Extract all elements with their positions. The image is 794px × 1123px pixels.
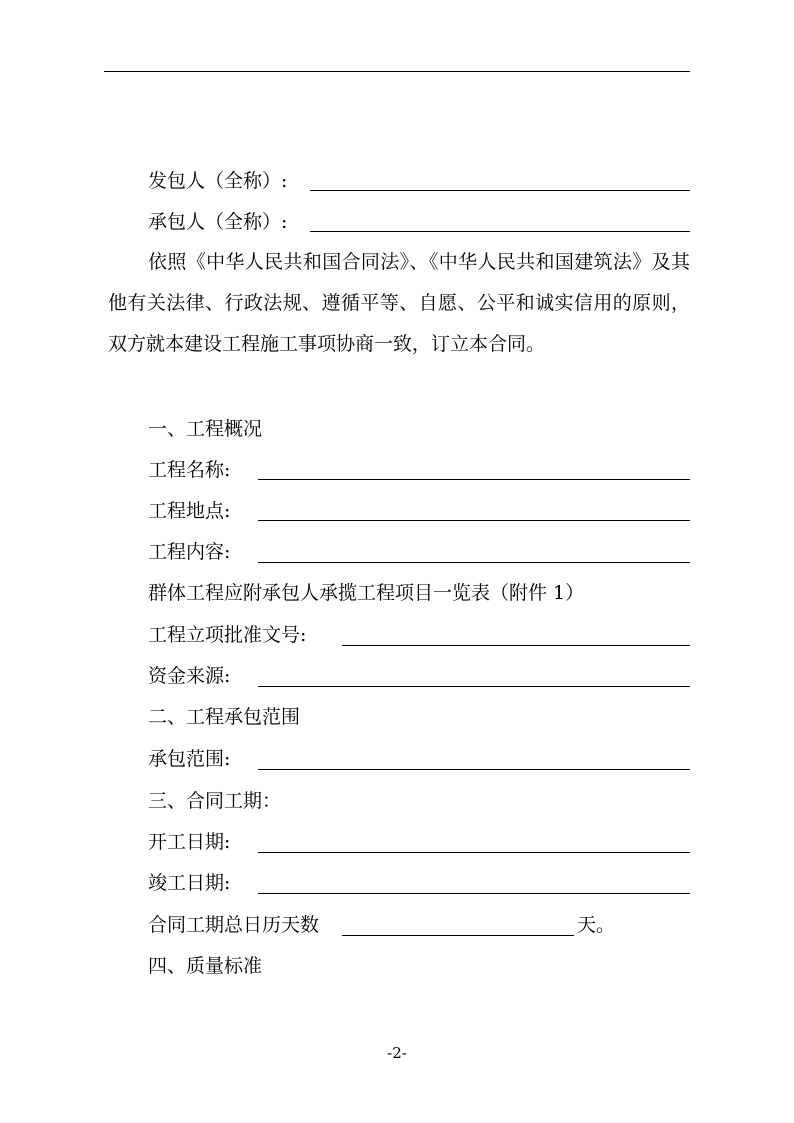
- completion-date-label: 竣工日期:: [148, 872, 231, 894]
- employer-label: 发包人（全称）:: [148, 170, 288, 192]
- completion-date-field[interactable]: [258, 893, 690, 894]
- group-project-note: 群体工程应附承包人承揽工程项目一览表（附件 1）: [148, 582, 585, 604]
- approval-number-field[interactable]: [342, 645, 690, 646]
- project-location-label: 工程地点:: [148, 500, 231, 522]
- project-name-field[interactable]: [258, 479, 690, 480]
- section-3-heading: 三、合同工期：: [148, 790, 282, 812]
- project-content-field[interactable]: [258, 562, 690, 563]
- start-date-label: 开工日期:: [148, 831, 231, 853]
- section-1-heading: 一、工程概况: [148, 418, 263, 440]
- contractor-name-field[interactable]: [310, 231, 690, 232]
- section-2-heading: 二、工程承包范围: [148, 706, 301, 728]
- project-content-label: 工程内容:: [148, 541, 231, 563]
- scope-field[interactable]: [258, 769, 690, 770]
- funding-source-label: 资金来源:: [148, 665, 231, 687]
- page-number: -2-: [387, 1044, 407, 1062]
- contractor-label: 承包人（全称）:: [148, 211, 288, 233]
- approval-number-label: 工程立项批准文号:: [148, 624, 307, 646]
- header-rule: [104, 71, 690, 72]
- total-days-field[interactable]: [342, 935, 574, 936]
- employer-name-field[interactable]: [310, 190, 690, 191]
- scope-label: 承包范围:: [148, 748, 231, 770]
- intro-paragraph: 依照《中华人民共和国合同法》、《中华人民共和国建筑法》及其他有关法律、行政法规、遵循平等、自愿、公平和诚实信用的原则，双方就本建设工程施工事项协商一致，订立本合同。: [108, 251, 690, 355]
- days-unit: 天。: [577, 914, 616, 936]
- project-location-field[interactable]: [258, 520, 690, 521]
- section-4-heading: 四、质量标准: [148, 955, 263, 977]
- funding-source-field[interactable]: [258, 686, 690, 687]
- start-date-field[interactable]: [258, 852, 690, 853]
- total-days-label: 合同工期总日历天数: [148, 914, 320, 936]
- project-name-label: 工程名称:: [148, 459, 231, 481]
